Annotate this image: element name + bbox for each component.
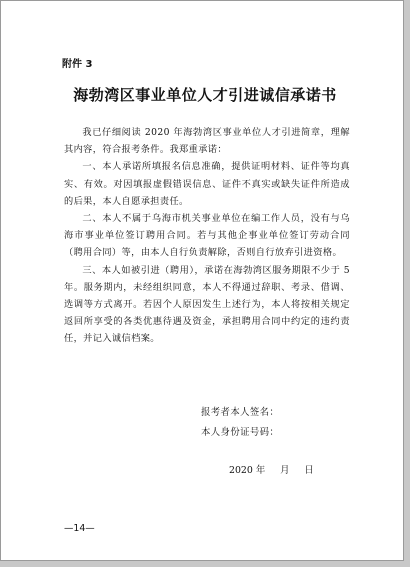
paragraph-clause-2: 二、本人不属于乌海市机关事业单位在编工作人员，没有与乌海市事业单位签订聘用合同。若与其他企事业单位签订劳动合同（聘用合同）等，由本人自行负责解除，否则自行放弃引进资格。	[64, 213, 350, 259]
document-title: 海勃湾区事业单位人才引进诚信承诺书	[73, 86, 337, 104]
date-line: 2020 年 月 日	[229, 465, 314, 476]
body-text	[64, 124, 350, 348]
signature-label: 报考者本人签名：	[201, 407, 280, 418]
paragraph-clause-3: 三、本人如被引进（聘用），承诺在海勃湾区服务期限不少于 5 年。服务期内，未经组织同意，本人不得通过辞职、考录、借调、选调等方式离开。若因个人原因发生上述行为，本人将按相关规定返回所享受的各类优惠待遇及资金，承担聘用合同中约定的违约责任，并记入诚信档案。	[64, 264, 350, 345]
page-number: —14—	[64, 523, 95, 534]
id-number-label: 本人身份证号码：	[201, 427, 280, 438]
paragraph-intro: 我已仔细阅读 2020 年海勃湾区事业单位人才引进简章，理解其内容，符合报考条件。我郑重承诺：	[64, 127, 350, 156]
paragraph-clause-1: 一、本人承诺所填报名信息准确，提供证明材料、证件等均真实、有效。对因填报虚假错误信息、证件不真实或缺失证件所造成的后果，本人自愿承担责任。	[64, 161, 350, 207]
attachment-label: 附件 3	[62, 59, 93, 70]
